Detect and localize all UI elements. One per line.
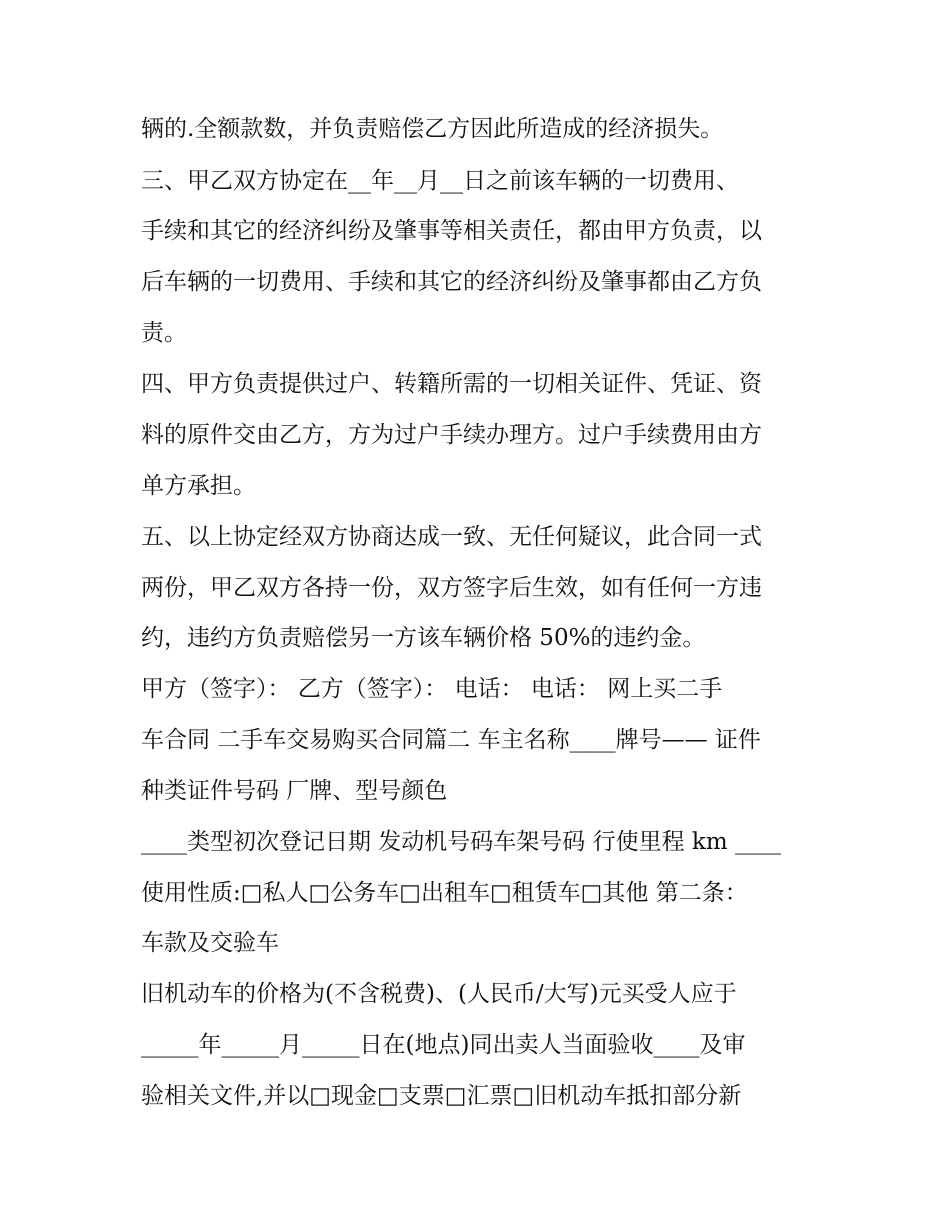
text-line-15: ____类型初次登记日期 发动机号码车架号码 行使里程 km ____ [141,829,781,855]
text-line-9: 五、以上协定经双方协商达成一致、无任何疑议，此合同一式 [141,524,762,550]
text-line-4: 后车辆的一切费用、手续和其它的经济纠纷及肇事都由乙方负 [141,269,762,295]
text-line-17: 车款及交验车 [141,930,279,956]
text-line-5: 责。 [141,320,187,346]
text-line-20: 验相关文件,并以□现金□支票□汇票□旧机动车抵扣部分新 [141,1083,742,1109]
text-line-18: 旧机动车的价格为(不含税费)、(人民币/大写)元买受人应于 [141,981,737,1007]
text-line-13: 车合同 二手车交易购买合同篇二 车主名称____牌号—— 证件 [141,727,761,753]
text-line-8: 单方承担。 [141,473,256,499]
text-line-2: 三、甲乙双方协定在__年__月__日之前该车辆的一切费用、 [141,168,739,194]
text-line-11: 约，违约方负责赔偿另一方该车辆价格 50%的违约金。 [141,625,706,651]
text-line-1: 辆的.全额款数，并负责赔偿乙方因此所造成的经济损失。 [141,116,724,142]
text-line-10: 两份，甲乙双方各持一份，双方签字后生效，如有任何一方违 [141,575,762,601]
text-line-12: 甲方（签字）： 乙方（签字）： 电话： 电话： 网上买二手 [141,676,723,702]
text-line-16: 使用性质:□私人□公务车□出租车□租赁车□其他 第二条： [141,880,748,906]
text-line-3: 手续和其它的经济纠纷及肇事等相关责任，都由甲方负责，以 [141,218,762,244]
text-line-7: 料的原件交由乙方，方为过户手续办理方。过户手续费用由方 [141,422,762,448]
text-line-19: _____年_____月_____日在(地点)同出卖人当面验收____及审 [141,1032,746,1058]
text-line-14: 种类证件号码 厂牌、型号颜色 [141,778,448,804]
text-line-6: 四、甲方负责提供过户、转籍所需的一切相关证件、凭证、资 [141,371,762,397]
